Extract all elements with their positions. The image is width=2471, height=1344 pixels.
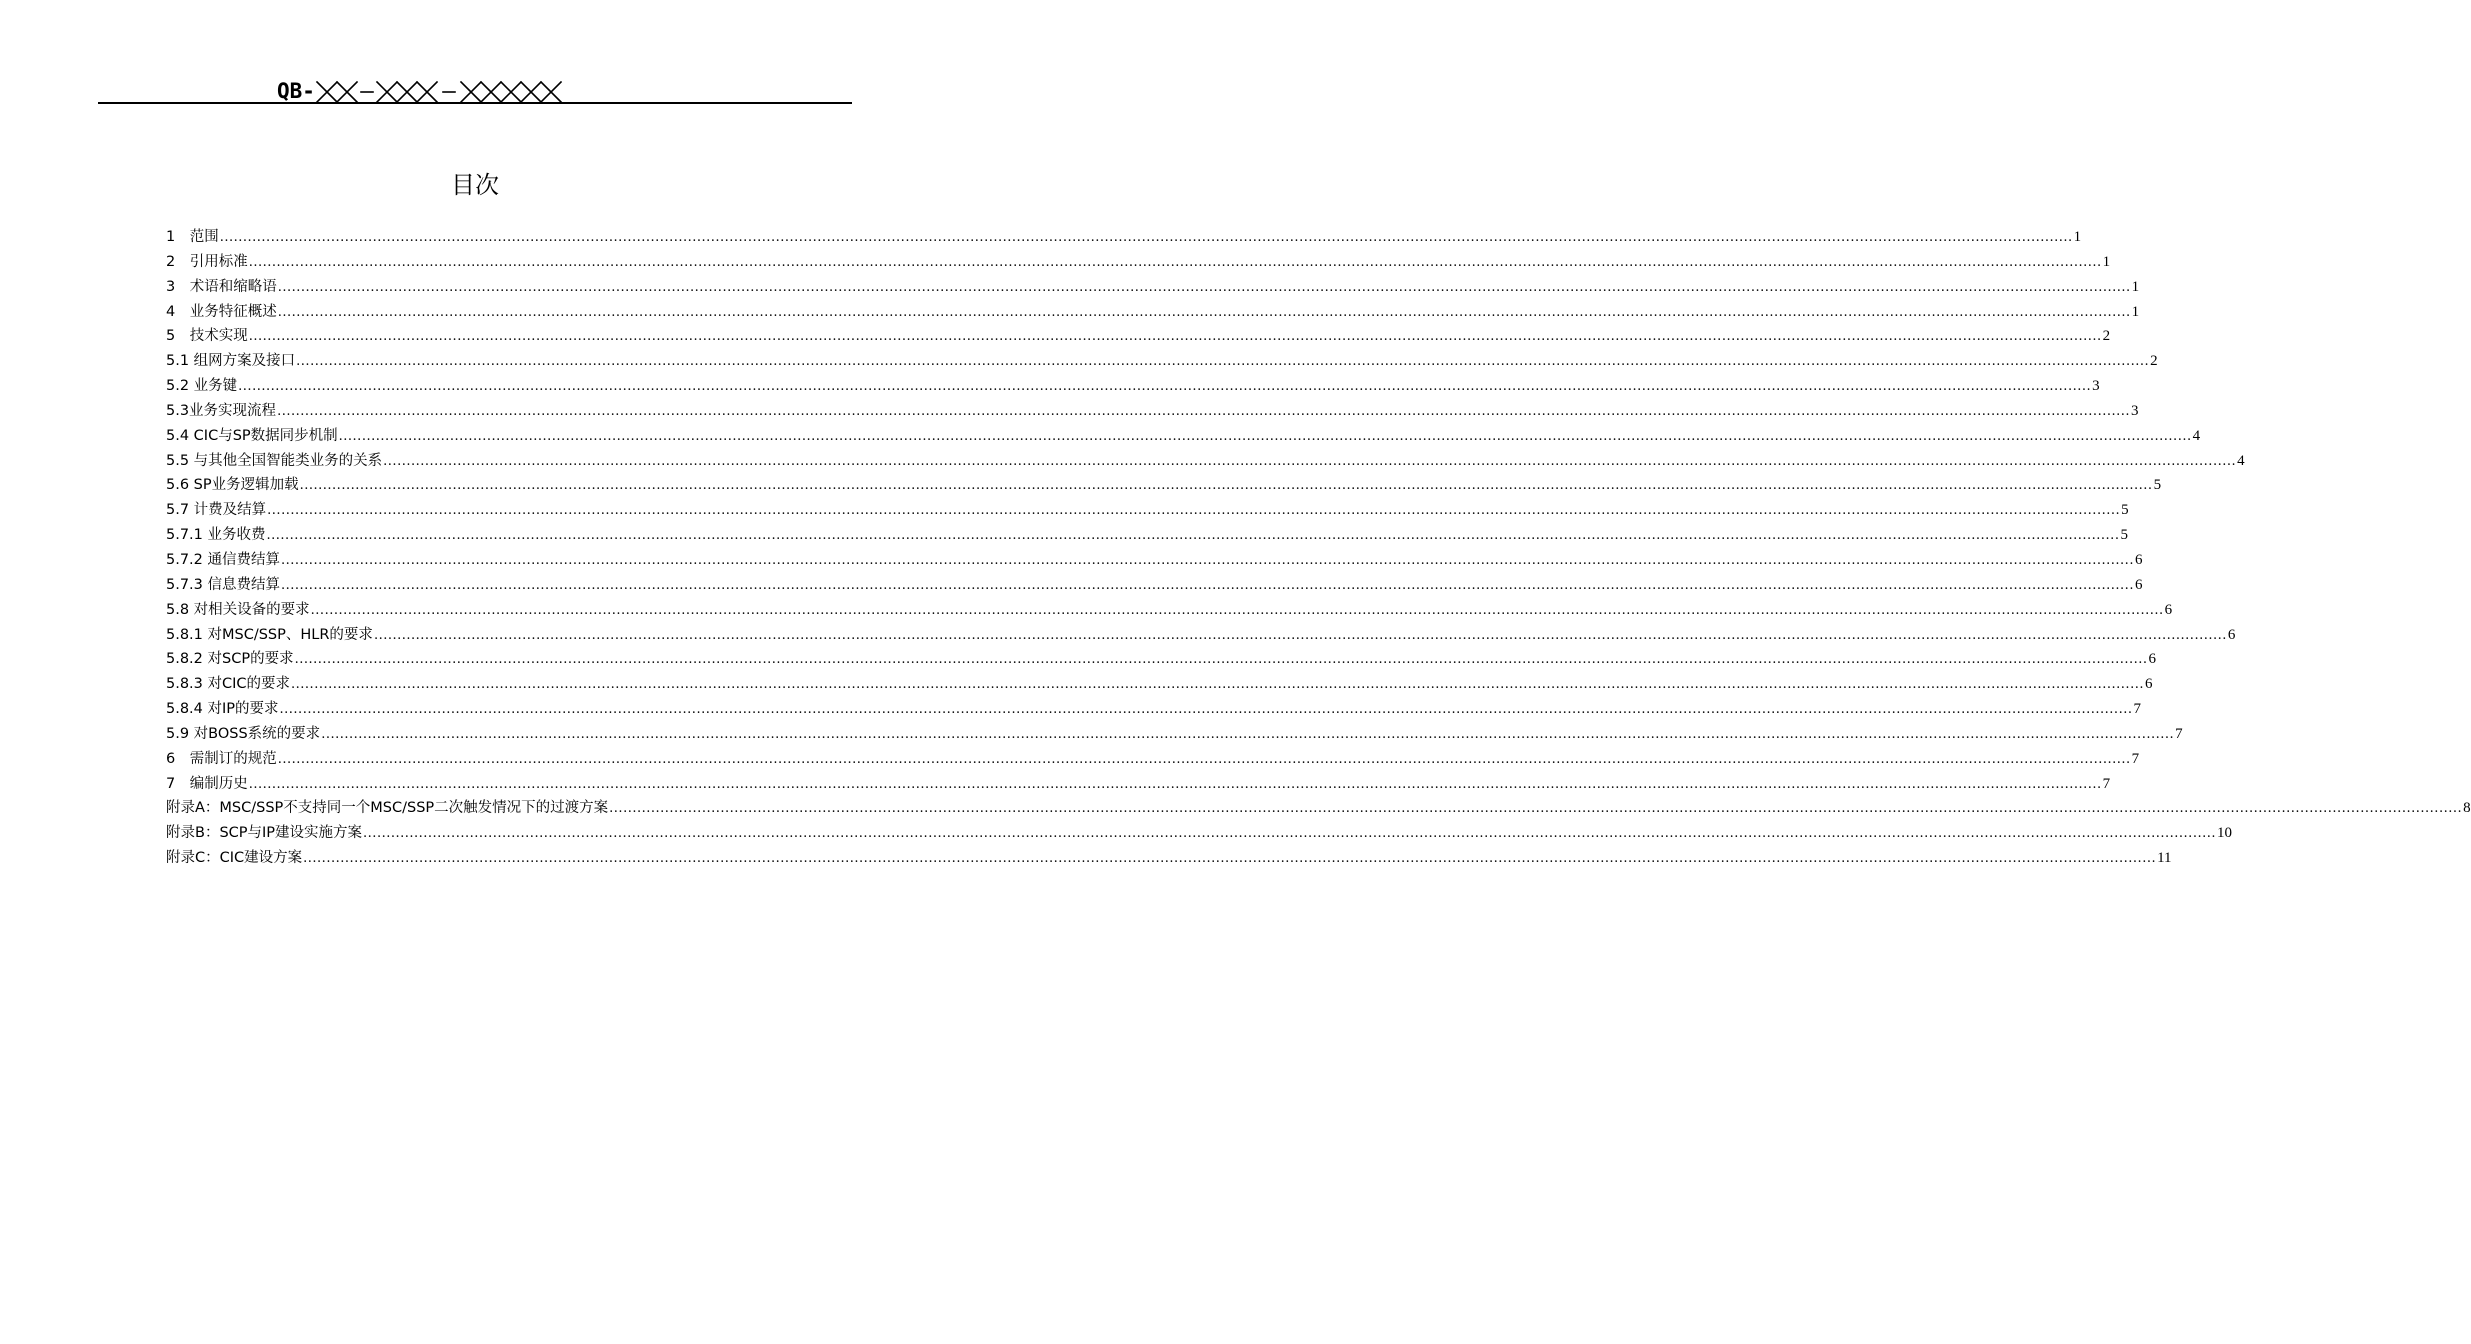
toc-entry[interactable]: [166, 498, 2129, 523]
toc-title: 目次: [451, 171, 499, 199]
toc-entry-page-number: 2: [2150, 353, 2158, 370]
toc-dot-leader: ................................................................................................................................................................................................................................................................................................................................................................................................................: [238, 379, 2092, 395]
toc-entry-label: 附录B：SCP与IP建设实施方案: [166, 825, 363, 842]
toc-entry-page-number: 3: [2092, 378, 2100, 395]
toc-entry-page-number: 5: [2153, 477, 2162, 494]
toc-dot-leader: ................................................................................................................................................................................................................................................................................................................................................................................................................: [248, 776, 2102, 792]
toc-entry-page-number: 6: [2148, 651, 2157, 668]
toc-entry-label: 1 范围: [166, 229, 219, 245]
toc-dot-leader: ................................................................................................................................................................................................................................................................................................................................................................................................................: [373, 627, 2227, 643]
toc-dot-leader: ................................................................................................................................................................................................................................................................................................................................................................................................................: [338, 428, 2192, 444]
toc-entry[interactable]: [166, 722, 2183, 747]
toc-dot-leader: ................................................................................................................................................................................................................................................................................................................................................................................................................: [267, 503, 2121, 519]
toc-dot-leader: ................................................................................................................................................................................................................................................................................................................................................................................................................: [299, 478, 2153, 494]
document-code: [277, 78, 591, 104]
toc-entry-label: 3 术语和缩略语: [166, 278, 277, 295]
toc-dot-leader: ................................................................................................................................................................................................................................................................................................................................................................................................................: [277, 751, 2131, 767]
toc-dot-leader: ................................................................................................................................................................................................................................................................................................................................................................................................................: [281, 577, 2134, 593]
toc-entry-page-number: 6: [2164, 601, 2173, 618]
toc-entry-label: 5.8.1 对MSC/SSP、HLR的要求: [166, 626, 373, 643]
toc-entry[interactable]: [166, 250, 2111, 275]
toc-entry-page-number: 8: [2463, 800, 2471, 817]
toc-entry[interactable]: [166, 846, 2172, 871]
toc-entry-page-number: 1: [2131, 303, 2140, 320]
toc-entry-page-number: 3: [2131, 402, 2139, 419]
toc-entry-label: 5.4 CIC与SP数据同步机制: [166, 427, 338, 444]
toc-entry[interactable]: [166, 275, 2140, 300]
toc-entry[interactable]: [166, 548, 2143, 573]
toc-entry[interactable]: [166, 647, 2157, 672]
toc-entry-page-number: 5: [2120, 527, 2128, 544]
toc-entry-page-number: 1: [2131, 278, 2140, 295]
toc-dot-leader: ................................................................................................................................................................................................................................................................................................................................................................................................................: [219, 230, 2073, 245]
toc-entry-page-number: 7: [2133, 701, 2141, 718]
toc-dot-leader: ................................................................................................................................................................................................................................................................................................................................................................................................................: [248, 254, 2102, 270]
toc-entry[interactable]: [166, 821, 2232, 846]
toc-entry-page-number: 4: [2192, 427, 2201, 444]
toc-entry-page-number: 1: [2102, 253, 2111, 270]
toc-entry-label: 5.5 与其他全国智能类业务的关系: [166, 452, 383, 469]
toc-entry-label: 2 引用标准: [166, 253, 248, 270]
toc-entry-label: 5.7 计费及结算: [166, 502, 267, 519]
toc-dot-leader: ................................................................................................................................................................................................................................................................................................................................................................................................................: [303, 851, 2157, 867]
toc-dot-leader: ................................................................................................................................................................................................................................................................................................................................................................................................................: [277, 279, 2131, 295]
toc-entry-page-number: 6: [2134, 551, 2143, 568]
toc-entry-page-number: 6: [2134, 576, 2143, 593]
toc-entry-label: 4 业务特征概述: [166, 303, 277, 320]
toc-entry[interactable]: [166, 399, 2139, 424]
toc-entry[interactable]: [166, 772, 2111, 797]
toc-entry[interactable]: [166, 473, 2162, 498]
toc-entry-label: 5.8.3 对CIC的要求: [166, 676, 291, 693]
toc-dot-leader: ................................................................................................................................................................................................................................................................................................................................................................................................................: [248, 329, 2102, 345]
toc-entry[interactable]: [166, 523, 2128, 548]
toc-dot-leader: ................................................................................................................................................................................................................................................................................................................................................................................................................: [609, 801, 2463, 817]
toc-entry-label: 5.1 组网方案及接口: [166, 353, 296, 370]
toc-entry-label: 5.9 对BOSS系统的要求: [166, 725, 321, 742]
toc-dot-leader: ................................................................................................................................................................................................................................................................................................................................................................................................................: [383, 453, 2237, 469]
toc-entry[interactable]: [166, 225, 2082, 250]
toc-entry-label: 7 编制历史: [166, 775, 248, 792]
toc-dot-leader: ................................................................................................................................................................................................................................................................................................................................................................................................................: [266, 528, 2120, 544]
toc-entry[interactable]: [166, 598, 2173, 623]
toc-entry[interactable]: [166, 300, 2140, 325]
toc-entry[interactable]: [166, 573, 2143, 598]
toc-entry-page-number: 6: [2144, 676, 2153, 693]
header-rule: [98, 102, 852, 104]
toc-entry[interactable]: [166, 449, 2245, 474]
toc-entry-label: 附录A：MSC/SSP不支持同一个MSC/SSP二次触发情况下的过渡方案: [166, 800, 609, 817]
toc-entry-label: 5.7.3 信息费结算: [166, 576, 281, 593]
toc-dot-leader: ................................................................................................................................................................................................................................................................................................................................................................................................................: [281, 552, 2134, 568]
toc-entry-label: 5.3业务实现流程: [166, 402, 277, 419]
toc-entry-label: 5 技术实现: [166, 328, 248, 345]
toc-entry-page-number: 7: [2102, 775, 2111, 792]
toc-entry-label: 附录C：CIC建设方案: [166, 850, 303, 867]
toc-entry-page-number: 11: [2157, 850, 2172, 867]
toc-dot-leader: ................................................................................................................................................................................................................................................................................................................................................................................................................: [277, 304, 2131, 320]
toc-entry-label: 5.6 SP业务逻辑加载: [166, 477, 299, 494]
toc-dot-leader: ................................................................................................................................................................................................................................................................................................................................................................................................................: [279, 702, 2133, 718]
toc-entry-page-number: 4: [2237, 452, 2245, 469]
toc-entry-page-number: 10: [2216, 825, 2232, 842]
toc-entry[interactable]: [166, 349, 2158, 374]
toc-entry[interactable]: [166, 697, 2141, 722]
toc-dot-leader: ................................................................................................................................................................................................................................................................................................................................................................................................................: [310, 602, 2164, 618]
toc-entry-page-number: 7: [2175, 725, 2183, 742]
toc-dot-leader: ................................................................................................................................................................................................................................................................................................................................................................................................................: [294, 652, 2148, 668]
toc-entry-label: 5.8 对相关设备的要求: [166, 601, 310, 618]
toc-dot-leader: ................................................................................................................................................................................................................................................................................................................................................................................................................: [277, 403, 2130, 419]
toc-entry-page-number: 5: [2121, 502, 2129, 519]
toc-entry-page-number: 2: [2102, 328, 2111, 345]
document-code-prefix: QB-: [277, 79, 315, 103]
toc-entry[interactable]: [166, 672, 2153, 697]
document-code-placeholder-marks: [315, 78, 591, 104]
toc-dot-leader: ................................................................................................................................................................................................................................................................................................................................................................................................................: [363, 826, 2216, 842]
toc-entry-label: 5.7.1 业务收费: [166, 527, 266, 544]
toc-entry-page-number: 7: [2131, 750, 2140, 767]
toc-entry[interactable]: [166, 324, 2111, 349]
toc-dot-leader: ................................................................................................................................................................................................................................................................................................................................................................................................................: [291, 677, 2144, 693]
toc-entry-label: 5.8.4 对IP的要求: [166, 701, 279, 718]
toc-entry[interactable]: [166, 623, 2236, 648]
toc-entry[interactable]: [166, 374, 2100, 399]
toc-entry[interactable]: [166, 796, 2471, 821]
toc-entry-page-number: 6: [2227, 626, 2236, 643]
toc-list: [166, 225, 2471, 871]
toc-entry-label: 5.8.2 对SCP的要求: [166, 651, 294, 668]
toc-dot-leader: ................................................................................................................................................................................................................................................................................................................................................................................................................: [321, 726, 2175, 742]
toc-entry-label: 5.7.2 通信费结算: [166, 551, 281, 568]
toc-entry[interactable]: [166, 747, 2140, 772]
toc-entry[interactable]: [166, 424, 2201, 449]
toc-entry-page-number: 1: [2073, 229, 2082, 245]
toc-dot-leader: ................................................................................................................................................................................................................................................................................................................................................................................................................: [296, 354, 2150, 370]
toc-entry-label: 6 需制订的规范: [166, 750, 277, 767]
toc-entry-label: 5.2 业务键: [166, 378, 238, 395]
